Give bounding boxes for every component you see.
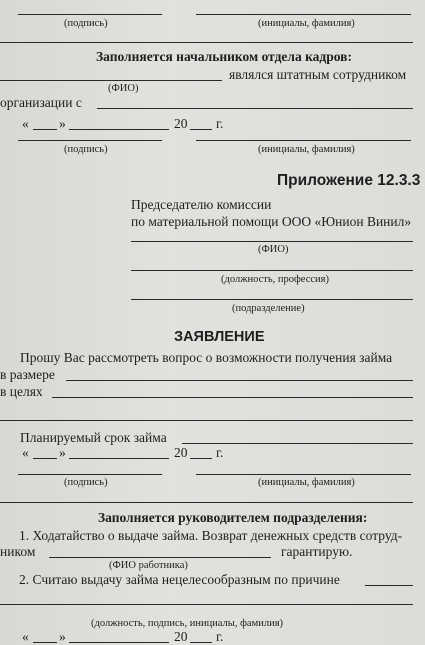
statement-date-month-line xyxy=(69,458,169,459)
initials-caption: (инициалы, фамилия) xyxy=(258,18,355,29)
addressee-department-caption: (подразделение) xyxy=(232,303,305,314)
head-date-day-line xyxy=(33,642,57,643)
head-date-year-line xyxy=(190,642,212,643)
amount-label: в размере xyxy=(0,367,55,382)
head-item-1-text: 1. Ходатайство о выдаче займа. Возврат денежных средств сотруд- xyxy=(19,528,403,543)
head-item-2-text: 2. Считаю выдачу займа нецелесообразным по причине xyxy=(19,572,340,587)
reason-line xyxy=(365,585,413,586)
hr-block-heading: Заполняется начальником отдела кадров: xyxy=(96,49,352,64)
employee-fio-line xyxy=(0,80,222,81)
worker-fio-line xyxy=(49,557,271,558)
date-close-quote: » xyxy=(59,116,66,131)
organization-since-text: организации с xyxy=(0,95,82,110)
statement-initials-caption: (инициалы, фамилия) xyxy=(258,477,355,488)
hr-signature-caption: (подпись) xyxy=(64,144,108,155)
statement-date-year-prefix: 20 xyxy=(174,445,188,460)
separator-line xyxy=(0,42,413,43)
head-item-1-suffix: гарантирую. xyxy=(281,544,353,559)
head-date-open-quote: « xyxy=(22,629,29,644)
date-open-quote: « xyxy=(22,116,29,131)
statement-date-day-line xyxy=(33,458,57,459)
worker-fio-caption: (ФИО работника) xyxy=(109,560,188,571)
statement-signature-line xyxy=(18,474,162,475)
head-date-month-line xyxy=(69,642,169,643)
organization-since-line xyxy=(97,108,413,109)
statement-date-year-suffix: г. xyxy=(216,445,224,460)
head-item-1-prefix: ником xyxy=(0,544,36,559)
purpose-line xyxy=(52,397,413,398)
addressee-fio-caption: (ФИО) xyxy=(258,244,289,255)
amount-line xyxy=(66,380,413,381)
addressee-fio-line xyxy=(131,241,413,242)
date-year-line xyxy=(190,129,212,130)
date-year-suffix: г. xyxy=(216,116,224,131)
addressee-line-1: Председателю комиссии xyxy=(131,197,272,212)
head-date-close-quote: » xyxy=(59,629,66,644)
statement-date-year-line xyxy=(190,458,212,459)
employee-fio-caption: (ФИО) xyxy=(108,83,139,94)
head-block-heading: Заполняется руководителем подразделения: xyxy=(98,510,368,525)
statement-date-close-quote: » xyxy=(59,445,66,460)
date-month-line xyxy=(69,129,169,130)
initials-line xyxy=(196,14,411,15)
term-label: Планируемый срок займа xyxy=(20,430,167,445)
signature-line xyxy=(18,14,162,15)
statement-initials-line xyxy=(196,474,411,475)
signature-caption: (подпись) xyxy=(64,18,108,29)
date-year-prefix: 20 xyxy=(174,116,188,131)
addressee-position-caption: (должность, профессия) xyxy=(221,274,329,285)
purpose-label: в целях xyxy=(0,384,43,399)
head-date-year-prefix: 20 xyxy=(174,629,188,644)
hr-initials-caption: (инициалы, фамилия) xyxy=(258,144,355,155)
statement-signature-caption: (подпись) xyxy=(64,477,108,488)
date-day-line xyxy=(33,129,57,130)
appendix-title: Приложение 12.3.3 xyxy=(277,172,421,189)
addressee-line-2: по материальной помощи ООО «Юнион Винил» xyxy=(131,214,412,229)
term-line xyxy=(182,443,413,444)
hr-initials-line xyxy=(196,140,411,141)
head-sign-caption: (должность, подпись, инициалы, фамилия) xyxy=(91,618,284,629)
addressee-position-line xyxy=(131,270,413,271)
statement-separator-line xyxy=(0,502,413,503)
employee-suffix-text: являлся штатным сотрудником xyxy=(229,67,407,82)
purpose-line-2 xyxy=(0,420,413,421)
statement-date-open-quote: « xyxy=(22,445,29,460)
statement-title: ЗАЯВЛЕНИЕ xyxy=(174,329,265,345)
statement-body-line-1: Прошу Вас рассмотреть вопрос о возможности получения займа xyxy=(20,350,393,365)
reason-line-2 xyxy=(0,604,413,605)
hr-signature-line xyxy=(18,140,162,141)
addressee-department-line xyxy=(131,299,413,300)
head-date-year-suffix: г. xyxy=(216,629,224,644)
